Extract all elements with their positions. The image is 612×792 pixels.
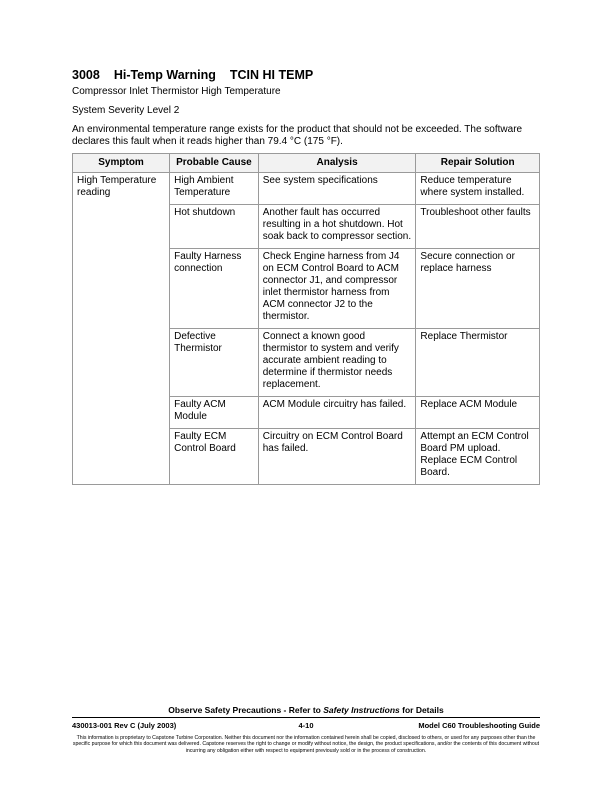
fault-code: 3008	[72, 68, 100, 82]
analysis-cell: Another fault has occurred resulting in a hot shutdown. Hot soak back to compressor section.	[258, 205, 416, 249]
probable-cause-cell: Hot shutdown	[170, 205, 259, 249]
page-number: 4-10	[298, 721, 314, 730]
repair-solution-cell: Secure connection or replace harness	[416, 249, 540, 329]
guide-title: Model C60 Troubleshooting Guide	[418, 721, 540, 730]
fault-description: An environmental temperature range exists for the product that should not be exceeded. The software declares this fault when it reads higher than 79.4 °C (175 °F).	[72, 124, 523, 147]
table-header-row	[73, 154, 540, 173]
repair-solution-cell: Attempt an ECM Control Board PM upload. Replace ECM Control Board.	[416, 429, 540, 485]
probable-cause-cell: Faulty ECM Control Board	[170, 429, 259, 485]
proprietary-notice: This information is proprietary to Capstone Turbine Corporation. Neither this document nor the information contained herein shall be copied, disclosed to others, or used for any purposes other than the specific purpose for which this document was delivered. Capstone reserves the right to change or modify without notice, the design, the product specifications, and/or the contents of this document without incurring any obligation either with respect to equipment previously sold or in the process of construction.	[72, 735, 540, 754]
troubleshooting-table	[72, 153, 540, 485]
probable-cause-cell: Faulty ACM Module	[170, 397, 259, 429]
safety-notice	[0, 705, 612, 715]
analysis-cell: ACM Module circuitry has failed.	[258, 397, 416, 429]
fault-subtitle: Compressor Inlet Thermistor High Temperature	[72, 86, 281, 97]
document-number: 430013-001 Rev C (July 2003)	[72, 721, 177, 730]
probable-cause-cell: Defective Thermistor	[170, 329, 259, 397]
safety-notice-prefix: Observe Safety Precautions - Refer to	[168, 705, 324, 715]
repair-solution-cell: Replace ACM Module	[416, 397, 540, 429]
repair-solution-cell: Replace Thermistor	[416, 329, 540, 397]
repair-solution-cell: Troubleshoot other faults	[416, 205, 540, 249]
symptom-cell: High Temperature reading	[73, 173, 170, 485]
safety-notice-suffix: for Details	[399, 705, 444, 715]
probable-cause-cell: Faulty Harness connection	[170, 249, 259, 329]
column-header-analysis: Analysis	[258, 154, 416, 173]
analysis-cell: Check Engine harness from J4 on ECM Control Board to ACM connector J1, and compressor inlet thermistor harness from ACM connector J2 to the thermistor.	[258, 249, 416, 329]
column-header-repair-solution: Repair Solution	[416, 154, 540, 173]
table-row	[73, 173, 540, 205]
column-header-probable-cause: Probable Cause	[170, 154, 259, 173]
severity-level: System Severity Level 2	[72, 105, 180, 116]
probable-cause-cell: High Ambient Temperature	[170, 173, 259, 205]
page-title	[72, 68, 313, 82]
analysis-cell: See system specifications	[258, 173, 416, 205]
analysis-cell: Connect a known good thermistor to system and verify accurate ambient reading to determine if thermistor needs replacement.	[258, 329, 416, 397]
repair-solution-cell: Reduce temperature where system installed.	[416, 173, 540, 205]
fault-label: TCIN HI TEMP	[229, 68, 314, 82]
footer-divider	[72, 717, 540, 718]
safety-instructions-reference: Safety Instructions	[323, 705, 400, 715]
analysis-cell: Circuitry on ECM Control Board has failed.	[258, 429, 416, 485]
column-header-symptom: Symptom	[73, 154, 170, 173]
fault-warning: Hi-Temp Warning	[113, 68, 216, 82]
